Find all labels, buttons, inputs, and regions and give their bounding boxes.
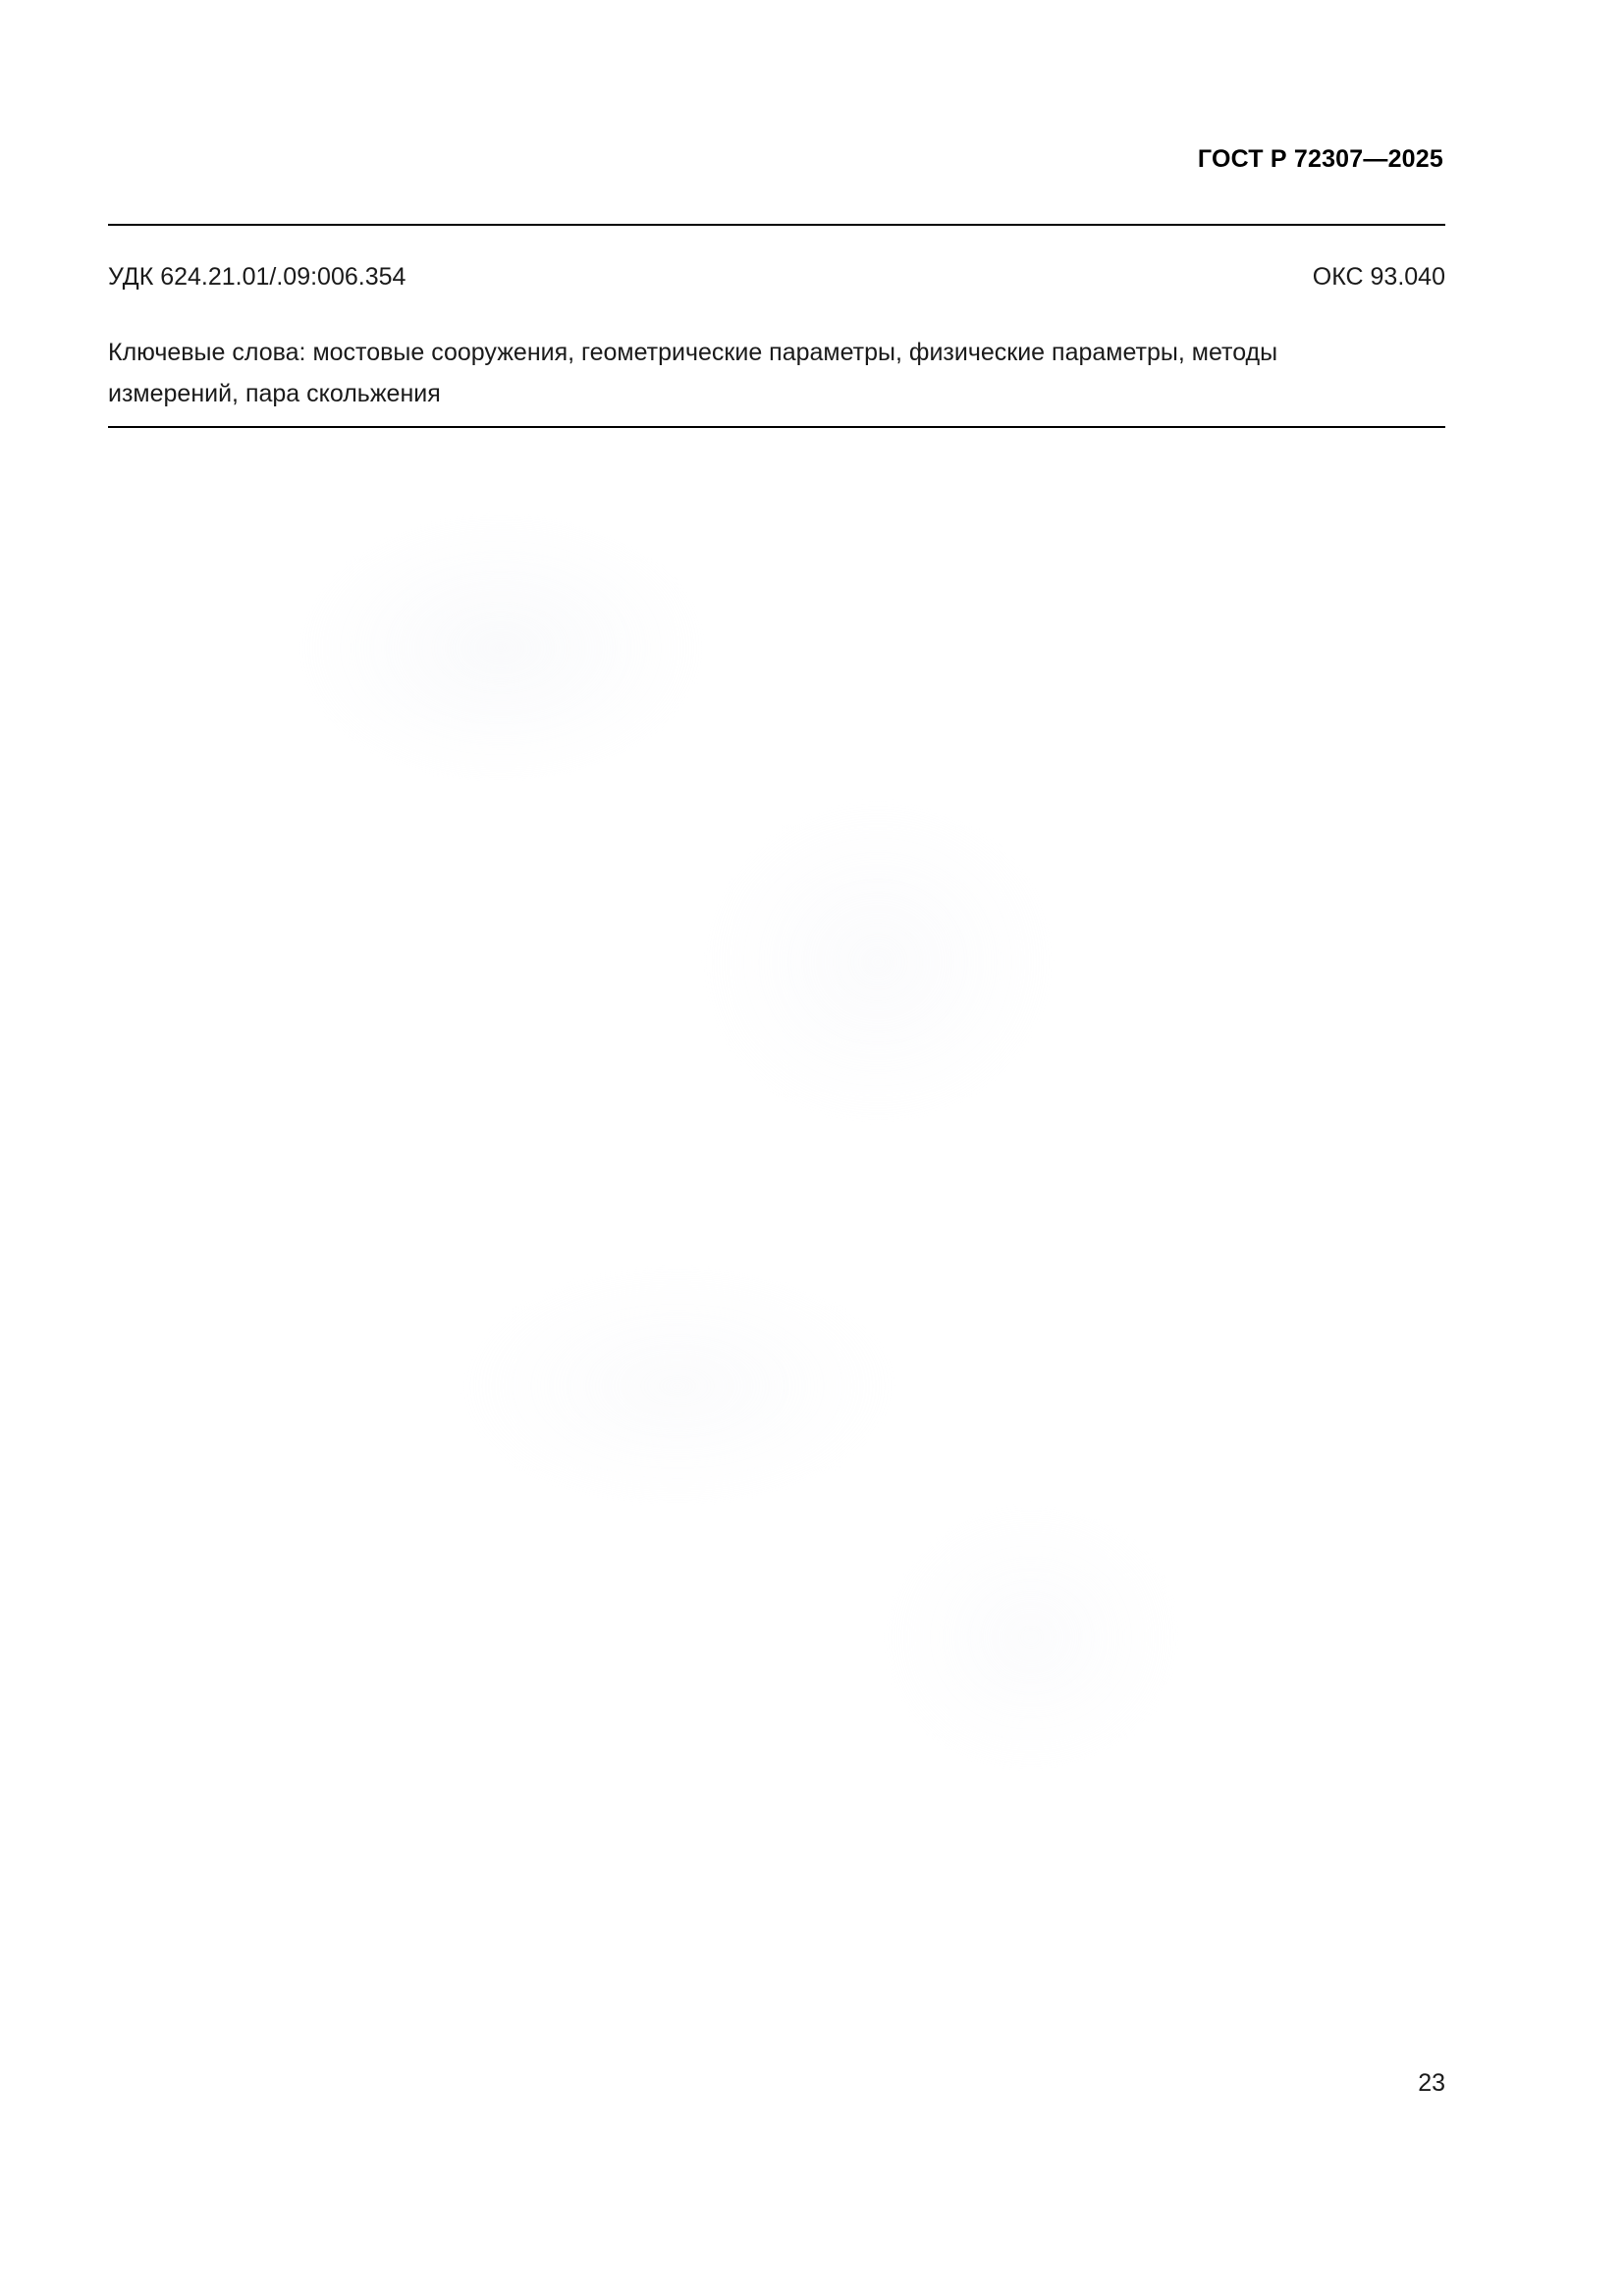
paper-texture — [147, 412, 1326, 1983]
standard-designation-header: ГОСТ Р 72307—2025 — [1197, 145, 1443, 173]
keywords-line-2: измерений, пара скольжения — [108, 380, 441, 407]
udk-code: УДК 624.21.01/.09:006.354 — [108, 263, 406, 291]
keywords-line-1: Ключевые слова: мостовые сооружения, геометрические параметры, физические параметры, методы — [108, 339, 1278, 366]
header-divider-top — [108, 224, 1445, 226]
keywords-divider-bottom — [108, 426, 1445, 428]
page-number: 23 — [1418, 2069, 1445, 2097]
oks-code: ОКС 93.040 — [1312, 263, 1445, 291]
classification-codes-row — [108, 263, 1445, 296]
keywords-block — [108, 332, 1445, 414]
